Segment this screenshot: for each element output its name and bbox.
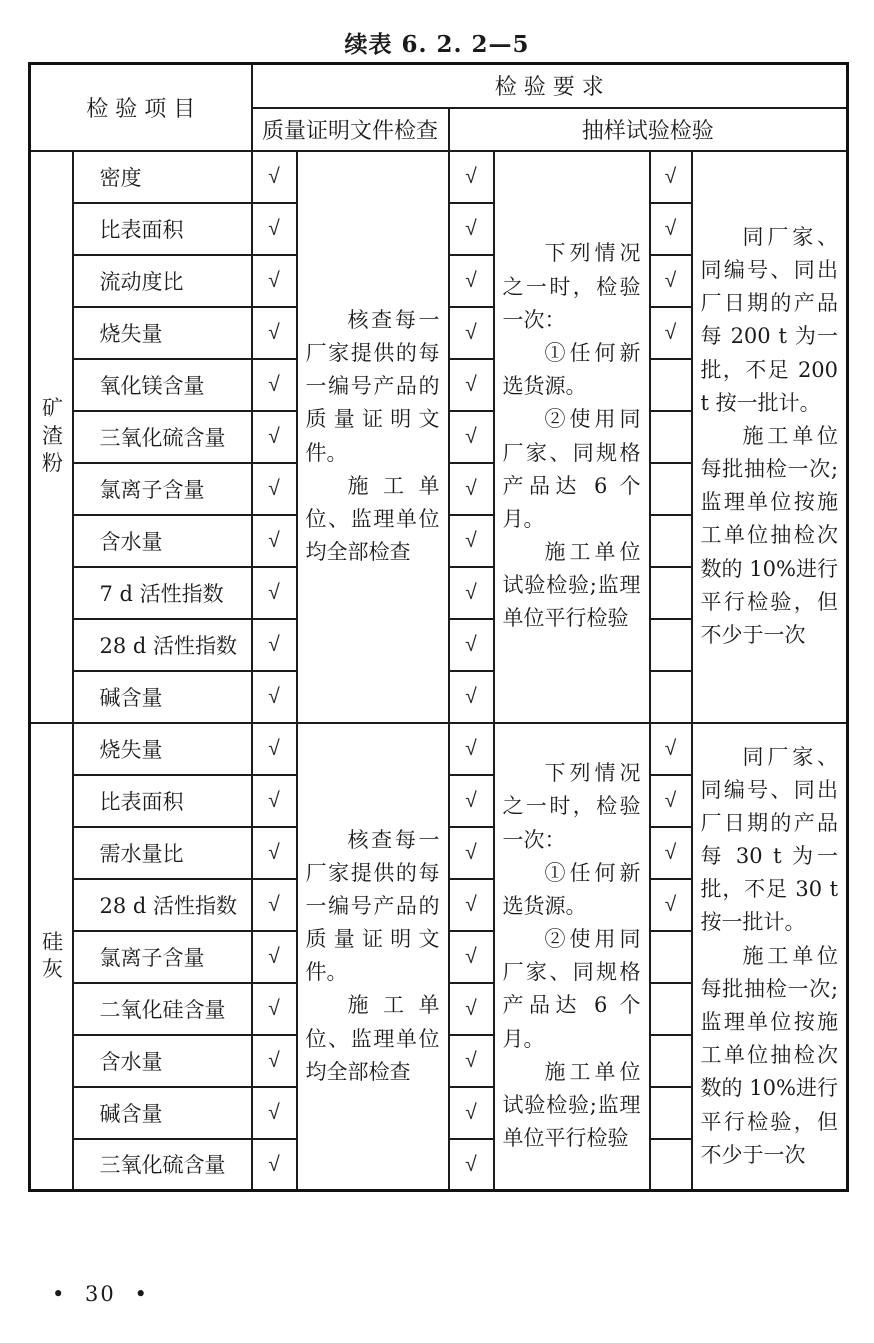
note-paragraph: 施工单位试验检验;监理单位平行检验	[502, 1059, 641, 1151]
page-number: • 30 •	[52, 1282, 149, 1306]
doc-checkmark: √	[252, 255, 297, 307]
sampling-checkmark: √	[449, 827, 494, 879]
batch-checkmark: √	[650, 203, 692, 255]
table-row	[30, 723, 848, 775]
note-paragraph: 下列情况之一时，检验一次：	[502, 761, 641, 852]
batch-checkmark	[650, 463, 692, 515]
sampling-checkmark: √	[449, 307, 494, 359]
doc-checkmark: √	[252, 671, 297, 723]
doc-checkmark: √	[252, 203, 297, 255]
note-paragraph: 核查每一厂家提供的每一编号产品的质量证明文件。	[305, 307, 440, 465]
sampling-condition-note	[494, 151, 650, 723]
doc-checkmark: √	[252, 619, 297, 671]
batch-rule-note	[692, 151, 848, 723]
note-paragraph: 下列情况之一时，检验一次：	[502, 241, 641, 332]
note-paragraph: 施工单位每批抽检一次;监理单位按施工单位抽检次数的 10%进行平行检验，但不少于一次	[700, 943, 839, 1167]
sampling-checkmark: √	[449, 463, 494, 515]
item-label: 三氧化硫含量	[73, 411, 252, 463]
item-label: 流动度比	[73, 255, 252, 307]
batch-checkmark	[650, 359, 692, 411]
sampling-checkmark: √	[449, 671, 494, 723]
batch-checkmark: √	[650, 775, 692, 827]
sampling-checkmark: √	[449, 879, 494, 931]
note-paragraph: 同厂家、同编号、同出厂日期的产品每 200 t 为一批，不足 200 t 按一批计。	[700, 224, 839, 415]
table-row	[30, 151, 848, 203]
item-label: 28 d 活性指数	[73, 619, 252, 671]
doc-checkmark: √	[252, 463, 297, 515]
doc-checkmark: √	[252, 359, 297, 411]
item-label: 7 d 活性指数	[73, 567, 252, 619]
item-label: 氧化镁含量	[73, 359, 252, 411]
sampling-checkmark: √	[449, 1087, 494, 1139]
doc-checkmark: √	[252, 1087, 297, 1139]
doc-checkmark: √	[252, 1139, 297, 1191]
note-paragraph: 核查每一厂家提供的每一编号产品的质量证明文件。	[305, 827, 440, 985]
note-paragraph: ②使用同厂家、同规格产品达 6 个月。	[502, 407, 641, 531]
batch-checkmark	[650, 671, 692, 723]
item-label: 碱含量	[73, 671, 252, 723]
note-paragraph: ①任何新选货源。	[502, 860, 641, 918]
batch-checkmark: √	[650, 879, 692, 931]
item-label: 二氧化硅含量	[73, 983, 252, 1035]
batch-checkmark: √	[650, 255, 692, 307]
doc-checkmark: √	[252, 879, 297, 931]
sampling-condition-note	[494, 723, 650, 1191]
batch-checkmark: √	[650, 827, 692, 879]
doc-checkmark: √	[252, 983, 297, 1035]
batch-checkmark	[650, 515, 692, 567]
doc-checkmark: √	[252, 775, 297, 827]
sampling-checkmark: √	[449, 255, 494, 307]
sampling-checkmark: √	[449, 619, 494, 671]
item-label: 氯离子含量	[73, 931, 252, 983]
item-label: 需水量比	[73, 827, 252, 879]
header-quality-doc-check: 质量证明文件检查	[252, 108, 449, 151]
doc-checkmark: √	[252, 567, 297, 619]
note-paragraph: ②使用同厂家、同规格产品达 6 个月。	[502, 927, 641, 1051]
sampling-checkmark: √	[449, 931, 494, 983]
inspection-requirements-table	[28, 62, 849, 1192]
note-paragraph: 同厂家、同编号、同出厂日期的产品每 30 t 为一批，不足 30 t 按一批计。	[700, 744, 839, 935]
batch-rule-note	[692, 723, 848, 1191]
sampling-checkmark: √	[449, 567, 494, 619]
note-paragraph: 施工单位试验检验;监理单位平行检验	[502, 540, 641, 631]
batch-checkmark	[650, 1139, 692, 1191]
sampling-checkmark: √	[449, 411, 494, 463]
doc-checkmark: √	[252, 307, 297, 359]
sampling-checkmark: √	[449, 151, 494, 203]
batch-checkmark	[650, 983, 692, 1035]
header-sampling-test: 抽样试验检验	[449, 108, 848, 151]
doc-checkmark: √	[252, 1035, 297, 1087]
item-label: 密度	[73, 151, 252, 203]
doc-checkmark: √	[252, 723, 297, 775]
doc-checkmark: √	[252, 515, 297, 567]
header-inspection-items: 检 验 项 目	[30, 64, 252, 151]
batch-checkmark: √	[650, 151, 692, 203]
sampling-checkmark: √	[449, 515, 494, 567]
item-label: 含水量	[73, 1035, 252, 1087]
item-label: 氯离子含量	[73, 463, 252, 515]
batch-checkmark: √	[650, 723, 692, 775]
note-paragraph: 施工单位、监理单位均全部检查	[305, 473, 440, 565]
item-label: 三氧化硫含量	[73, 1139, 252, 1191]
note-paragraph: 施工单位、监理单位均全部检查	[305, 993, 440, 1084]
sampling-checkmark: √	[449, 203, 494, 255]
sampling-checkmark: √	[449, 983, 494, 1035]
doc-checkmark: √	[252, 151, 297, 203]
batch-checkmark: √	[650, 307, 692, 359]
group-label-silica-fume: 硅灰	[30, 723, 73, 1191]
sampling-checkmark: √	[449, 1035, 494, 1087]
doc-checkmark: √	[252, 411, 297, 463]
item-label: 碱含量	[73, 1087, 252, 1139]
note-paragraph: ①任何新选货源。	[502, 340, 641, 399]
item-label: 比表面积	[73, 775, 252, 827]
doc-check-note	[297, 723, 449, 1191]
batch-checkmark	[650, 619, 692, 671]
doc-checkmark: √	[252, 827, 297, 879]
sampling-checkmark: √	[449, 775, 494, 827]
item-label: 烧失量	[73, 723, 252, 775]
item-label: 28 d 活性指数	[73, 879, 252, 931]
batch-checkmark	[650, 1035, 692, 1087]
group-label-slag-powder: 矿渣粉	[30, 151, 73, 723]
item-label: 含水量	[73, 515, 252, 567]
sampling-checkmark: √	[449, 1139, 494, 1191]
batch-checkmark	[650, 931, 692, 983]
sampling-checkmark: √	[449, 359, 494, 411]
item-label: 比表面积	[73, 203, 252, 255]
doc-check-note	[297, 151, 449, 723]
batch-checkmark	[650, 567, 692, 619]
batch-checkmark	[650, 411, 692, 463]
item-label: 烧失量	[73, 307, 252, 359]
note-paragraph: 施工单位每批抽检一次;监理单位按施工单位抽检次数的 10%进行平行检验，但不少于一次	[700, 423, 839, 647]
sampling-checkmark: √	[449, 723, 494, 775]
header-inspection-requirements: 检 验 要 求	[252, 64, 848, 108]
table-title: 续表 6. 2. 2—5	[344, 31, 530, 58]
doc-checkmark: √	[252, 931, 297, 983]
batch-checkmark	[650, 1087, 692, 1139]
